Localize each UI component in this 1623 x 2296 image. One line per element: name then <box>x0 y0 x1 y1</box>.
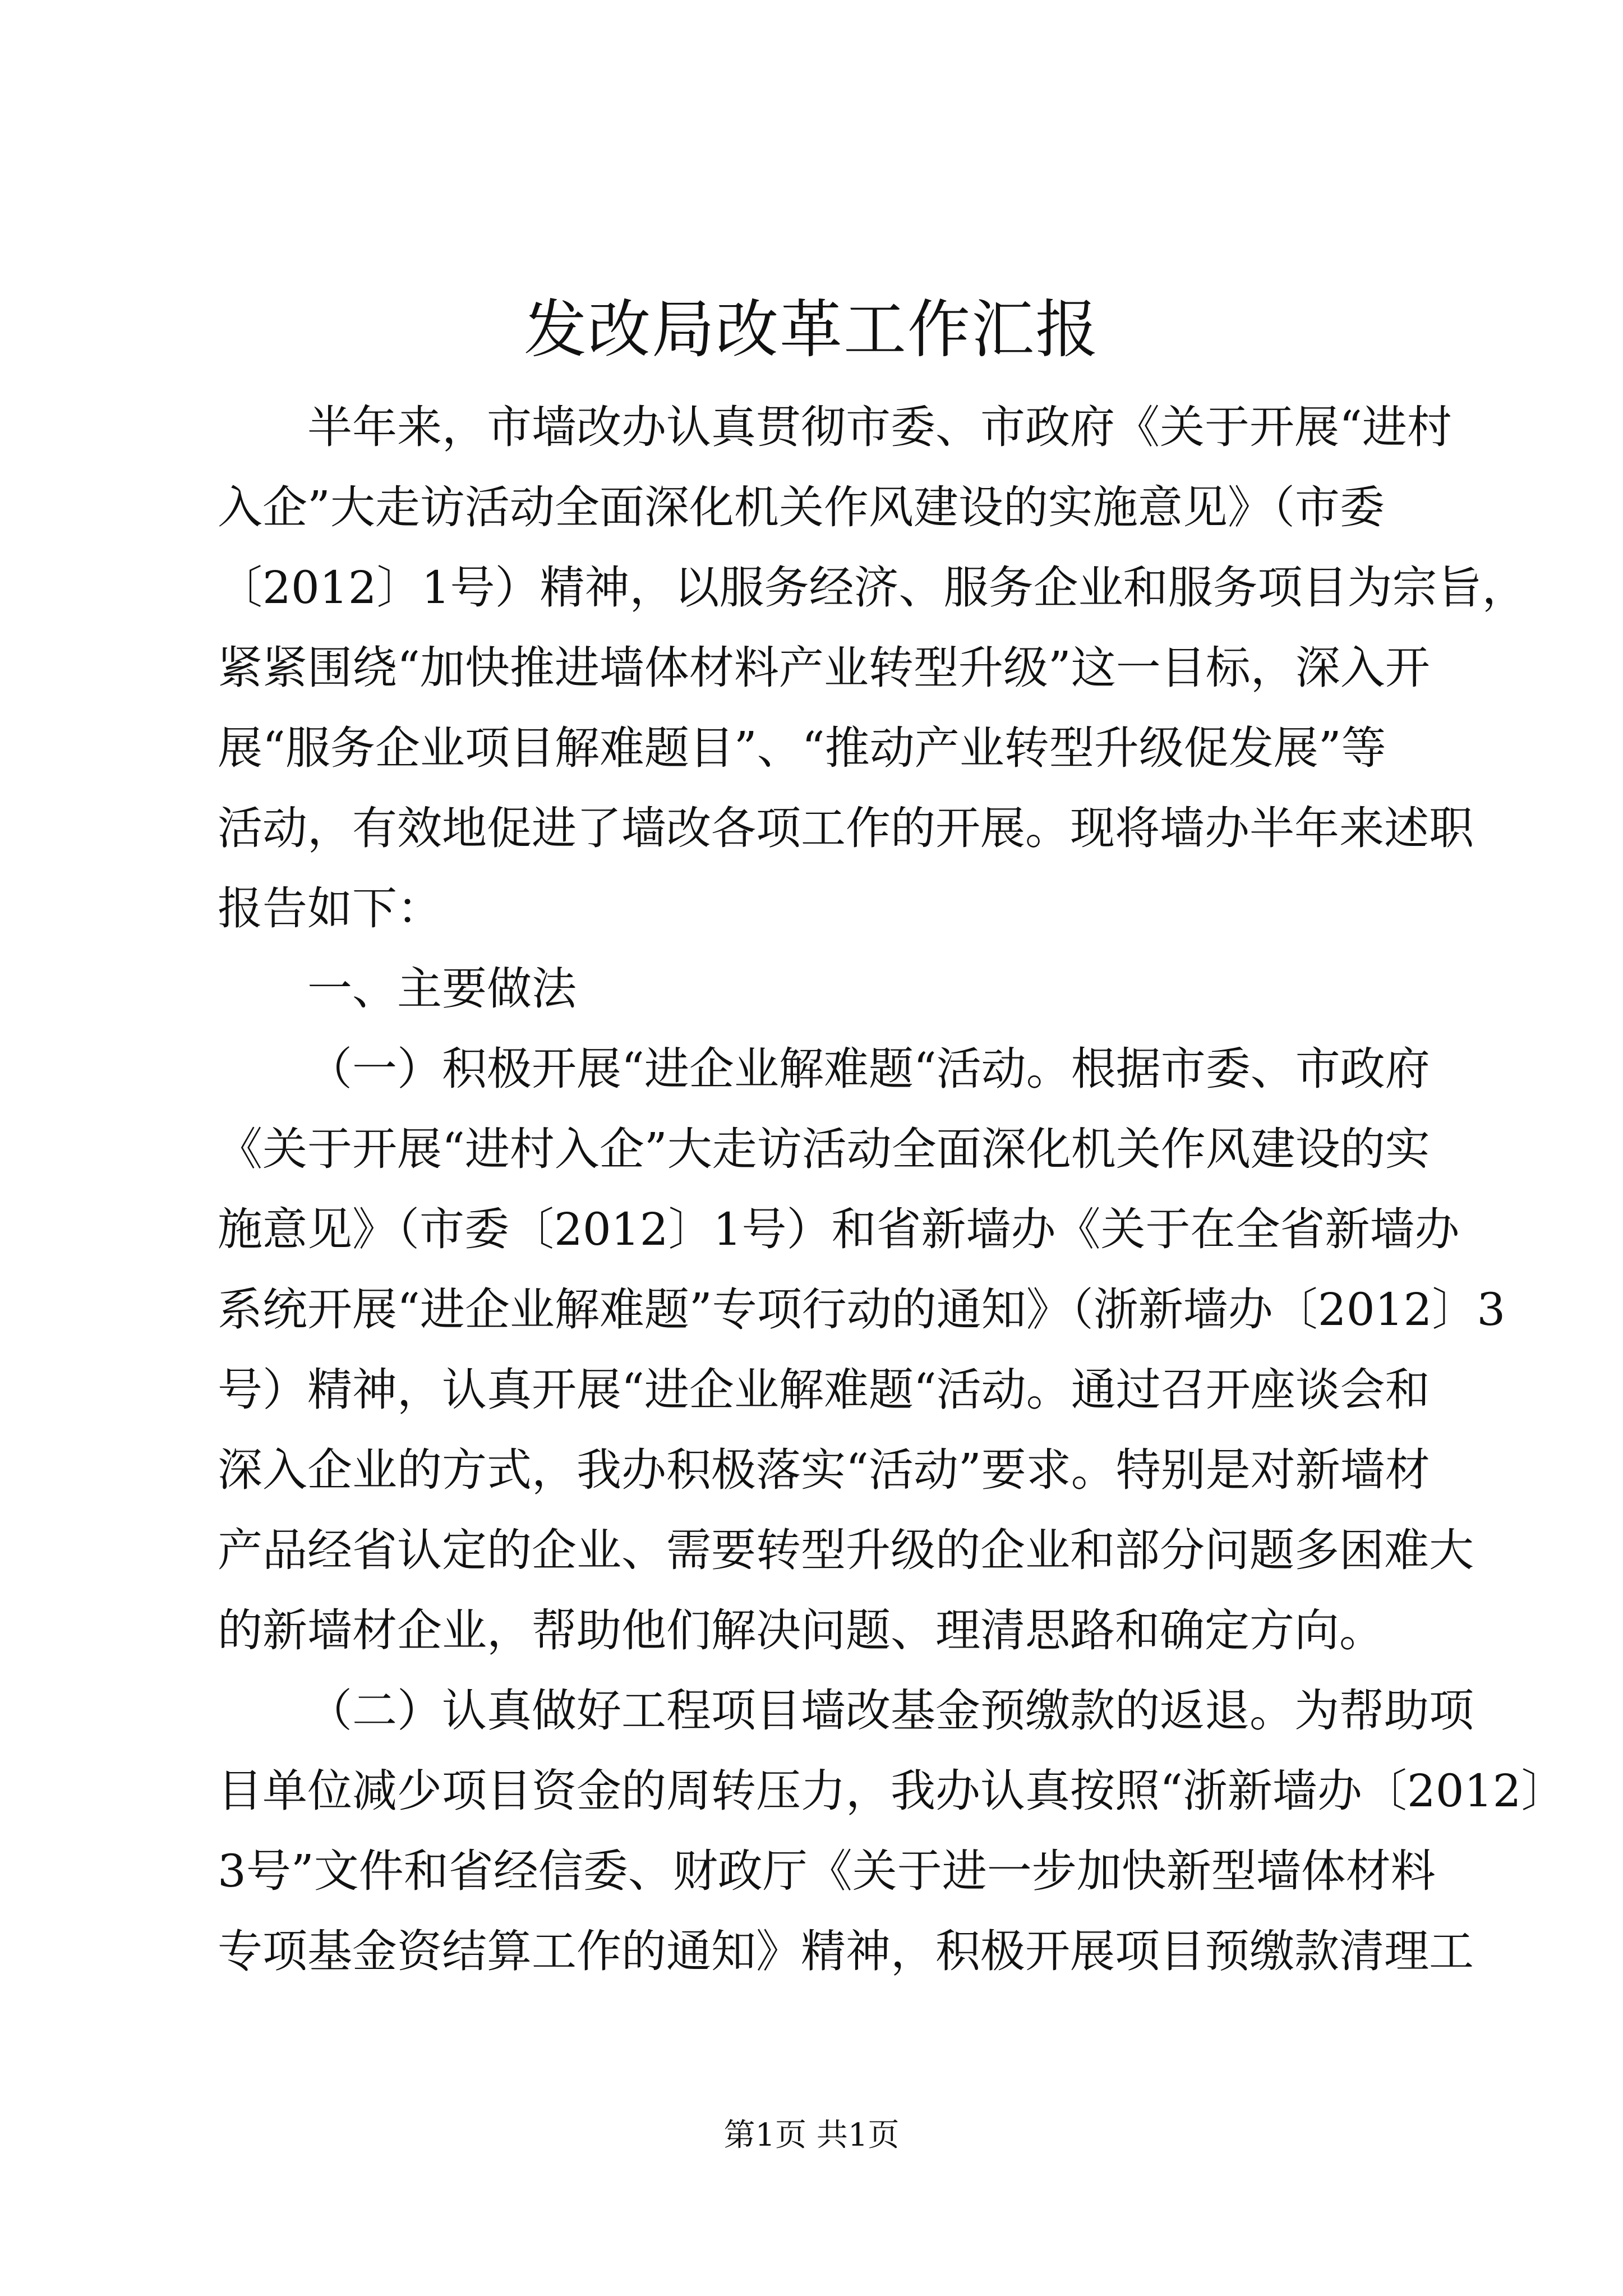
paragraph-line: 专项基金资结算工作的通知》精神，积极开展项目预缴款清理工 <box>218 1925 1474 1977</box>
paragraph-line: 施意见》（市委〔2012〕1号）和省新墙办《关于在全省新墙办 <box>218 1203 1460 1255</box>
paragraph-line: 3号”文件和省经信委、财政厅《关于进一步加快新型墙体材料 <box>218 1845 1436 1897</box>
paragraph-line: 深入企业的方式，我办积极落实“活动”要求。特别是对新墙材 <box>218 1444 1430 1496</box>
paragraph-line: 半年来，市墙改办认真贯彻市委、市政府《关于开展“进村 <box>307 401 1452 453</box>
paragraph-line: （二）认真做好工程项目墙改基金预缴款的返退。为帮助项 <box>307 1685 1474 1737</box>
paragraph-line: 产品经省认定的企业、需要转型升级的企业和部分问题多困难大 <box>218 1524 1474 1576</box>
paragraph-line: 〔2012〕1号）精神，以服务经济、服务企业和服务项目为宗旨， <box>218 562 1527 614</box>
paragraph-line: 目单位减少项目资金的周转压力，我办认真按照“浙新墙办〔2012〕 <box>218 1765 1566 1817</box>
paragraph-line: 号）精神，认真开展“进企业解难题“活动。通过召开座谈会和 <box>218 1364 1430 1416</box>
paragraph-line: 紧紧围绕“加快推进墙体材料产业转型升级”这一目标，深入开 <box>218 642 1430 694</box>
paragraph-line: 的新墙材企业，帮助他们解决问题、理清思路和确定方向。 <box>218 1604 1384 1657</box>
paragraph-line: 报告如下： <box>218 882 442 935</box>
document-title: 发改局改革工作汇报 <box>524 293 1099 366</box>
page-number-footer: 第1页 共1页 <box>723 2117 900 2154</box>
paragraph-line: 活动，有效地促进了墙改各项工作的开展。现将墙办半年来述职 <box>218 802 1474 854</box>
document-body <box>218 387 1566 1991</box>
paragraph-line: 入企”大走访活动全面深化机关作风建设的实施意见》（市委 <box>218 481 1385 533</box>
section-heading: 一、主要做法 <box>307 963 577 1015</box>
paragraph-line: 《关于开展“进村入企”大走访活动全面深化机关作风建设的实 <box>218 1123 1430 1175</box>
paragraph-line: 系统开展“进企业解难题”专项行动的通知》（浙新墙办〔2012〕3 <box>218 1283 1506 1336</box>
paragraph-line: 展“服务企业项目解难题目”、“推动产业转型升级促发展”等 <box>218 722 1386 774</box>
paragraph-line: （一）积极开展“进企业解难题“活动。根据市委、市政府 <box>307 1043 1430 1095</box>
